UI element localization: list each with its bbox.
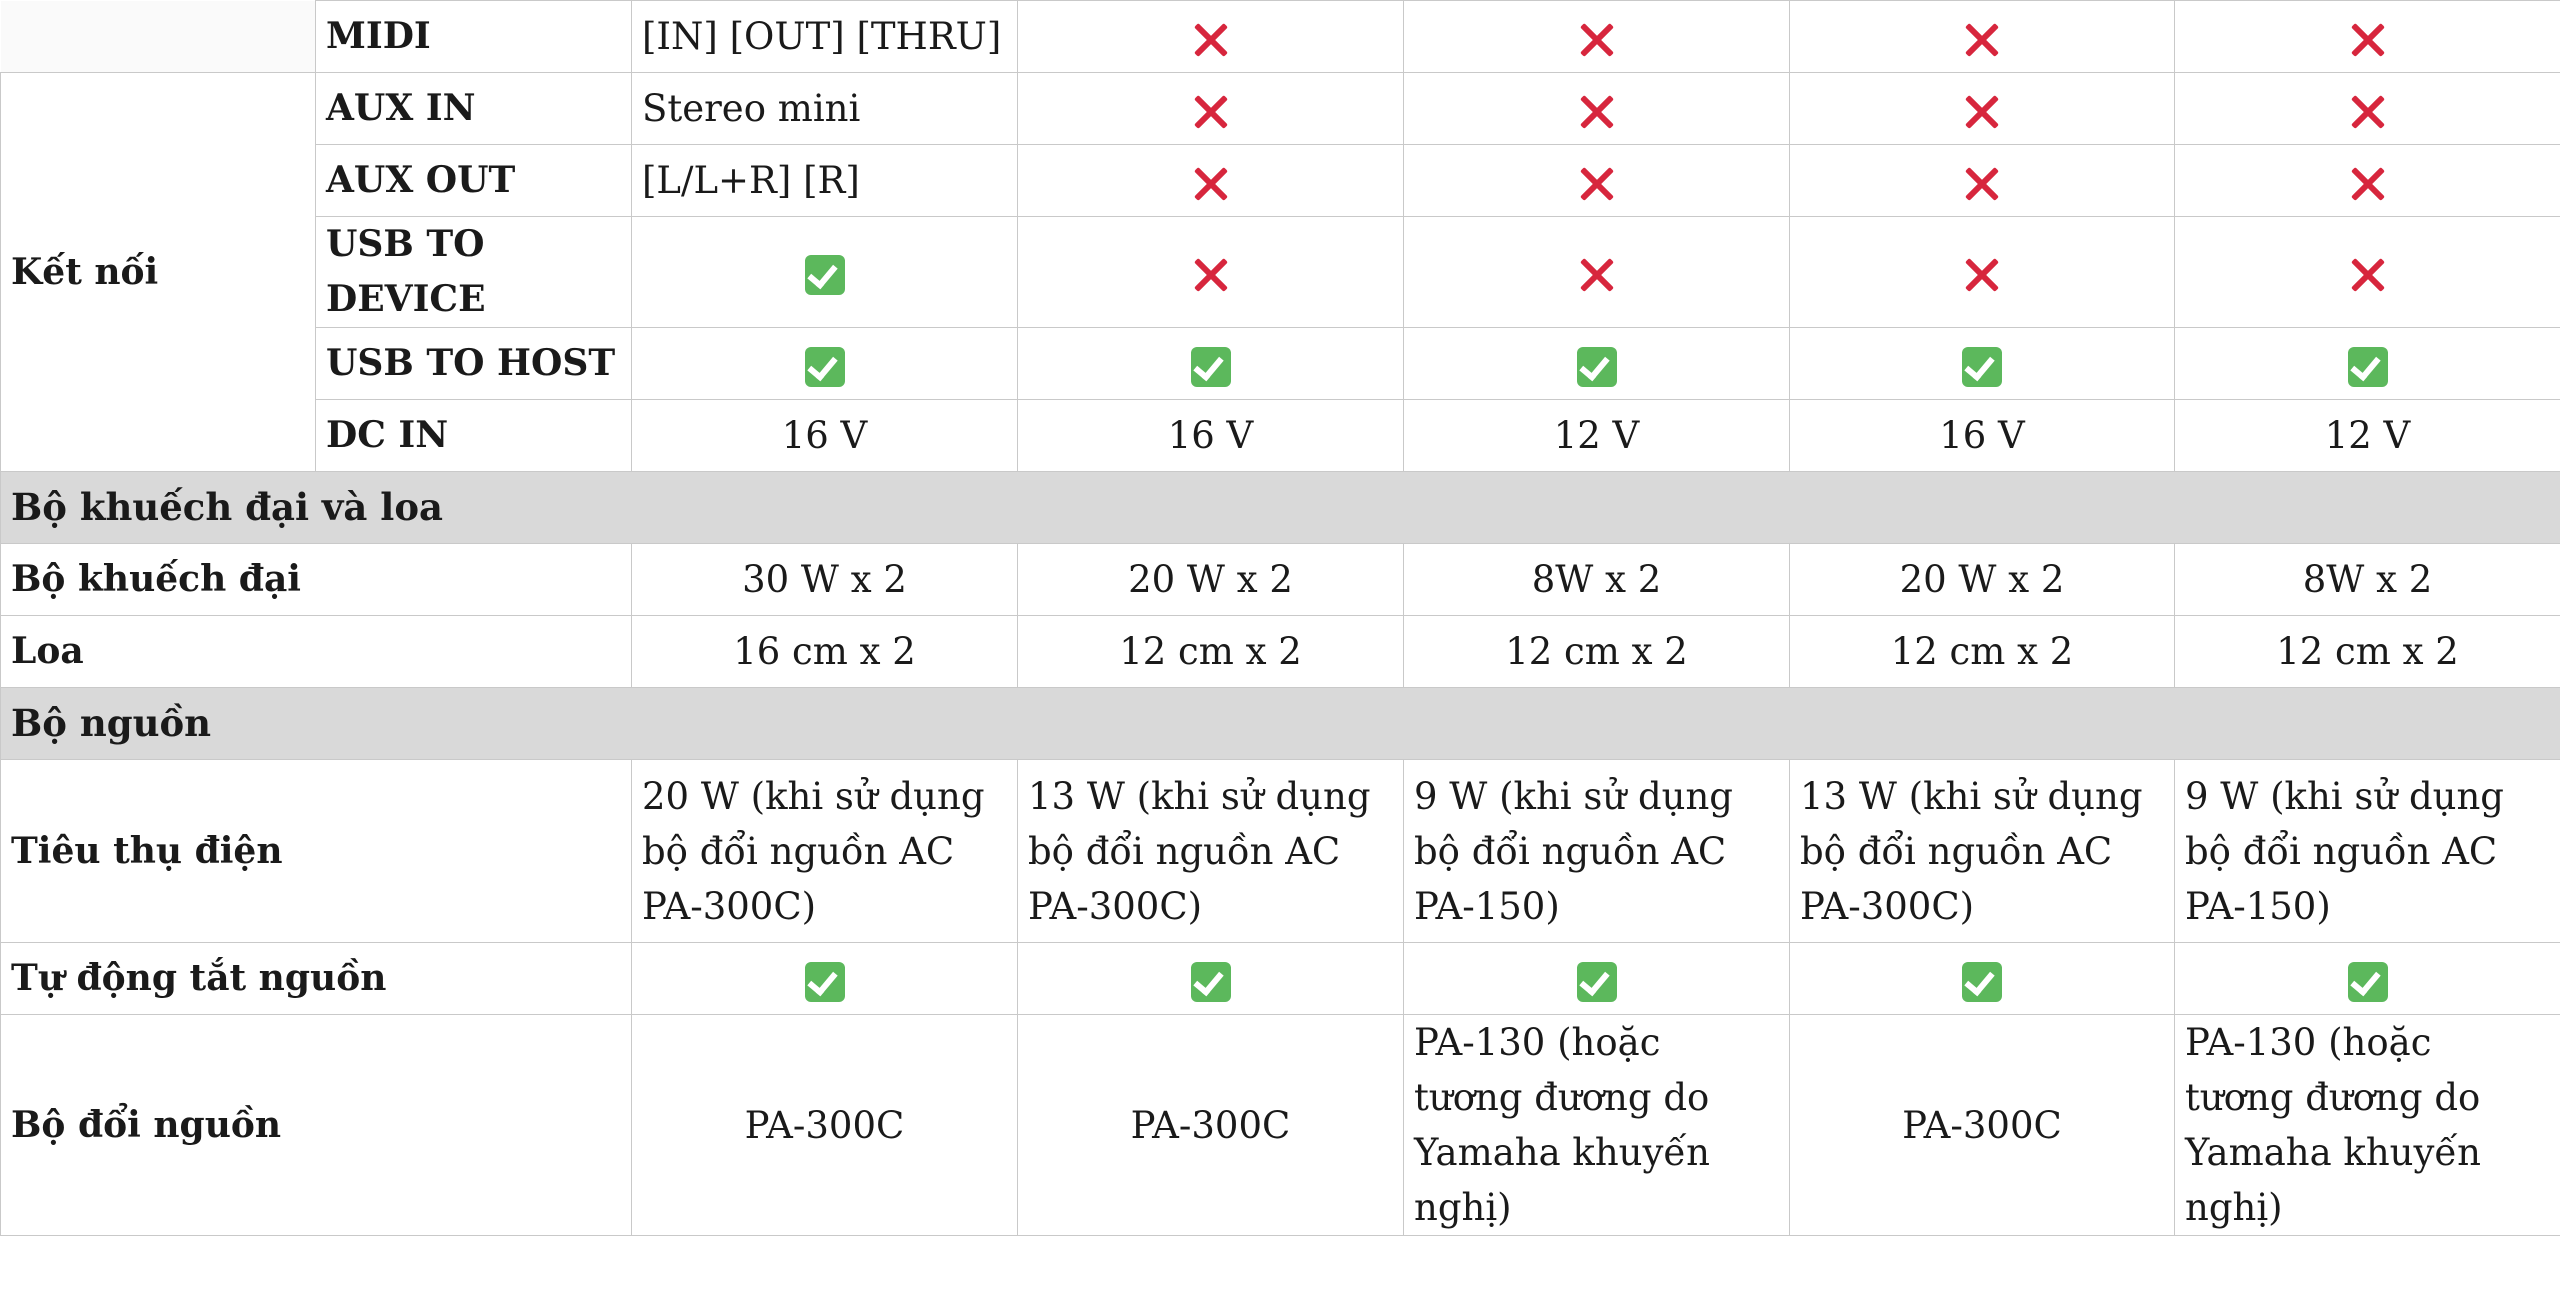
row-label: Bộ đổi nguồn bbox=[1, 1015, 632, 1236]
checkmark-icon bbox=[1577, 347, 1617, 387]
checkmark-icon bbox=[1191, 347, 1231, 387]
checkmark-icon bbox=[1191, 962, 1231, 1002]
cross-icon bbox=[2349, 93, 2387, 131]
cross-icon bbox=[1192, 165, 1230, 203]
value-cell: PA-300C bbox=[1018, 1015, 1404, 1236]
not-supported-cell bbox=[1018, 1, 1404, 73]
supported-cell bbox=[632, 328, 1018, 400]
table-row bbox=[1, 544, 2560, 616]
checkmark-icon bbox=[2348, 347, 2388, 387]
value-cell: 13 W (khi sử dụng bộ đổi nguồn AC PA-300C) bbox=[1790, 760, 2175, 943]
row-label: AUX OUT bbox=[316, 145, 632, 217]
value-cell: 16 cm x 2 bbox=[632, 616, 1018, 688]
supported-cell bbox=[632, 943, 1018, 1015]
table-row bbox=[1, 400, 2560, 472]
not-supported-cell bbox=[1404, 1, 1790, 73]
row-label: Bộ khuếch đại bbox=[1, 544, 632, 616]
row-label: MIDI bbox=[316, 1, 632, 73]
section-title: Bộ nguồn bbox=[1, 688, 2560, 760]
row-label: DC IN bbox=[316, 400, 632, 472]
supported-cell bbox=[632, 217, 1018, 328]
cross-icon bbox=[2349, 165, 2387, 203]
value-cell: 9 W (khi sử dụng bộ đổi nguồn AC PA-150) bbox=[2175, 760, 2560, 943]
not-supported-cell bbox=[2175, 1, 2560, 73]
cross-icon bbox=[2349, 256, 2387, 294]
value-cell: PA-130 (hoặc tương đương do Yamaha khuyến nghị) bbox=[1404, 1015, 1790, 1236]
not-supported-cell bbox=[1404, 217, 1790, 328]
cross-icon bbox=[1963, 21, 2001, 59]
value-cell: 9 W (khi sử dụng bộ đổi nguồn AC PA-150) bbox=[1404, 760, 1790, 943]
group-label-connections: Kết nối bbox=[1, 73, 316, 472]
table-row bbox=[1, 145, 2560, 217]
not-supported-cell bbox=[2175, 73, 2560, 145]
not-supported-cell bbox=[1790, 1, 2175, 73]
cross-icon bbox=[1963, 93, 2001, 131]
supported-cell bbox=[1404, 328, 1790, 400]
cross-icon bbox=[1192, 21, 1230, 59]
supported-cell bbox=[2175, 943, 2560, 1015]
table-row bbox=[1, 760, 2560, 943]
table-row bbox=[1, 217, 2560, 328]
value-cell: 8W x 2 bbox=[2175, 544, 2560, 616]
table-row bbox=[1, 616, 2560, 688]
row-label: USB TO HOST bbox=[316, 328, 632, 400]
supported-cell bbox=[1404, 943, 1790, 1015]
table-row bbox=[1, 328, 2560, 400]
value-cell: 12 cm x 2 bbox=[1404, 616, 1790, 688]
value-cell: 20 W (khi sử dụng bộ đổi nguồn AC PA-300C) bbox=[632, 760, 1018, 943]
not-supported-cell bbox=[1018, 145, 1404, 217]
supported-cell bbox=[1790, 328, 2175, 400]
value-cell: 16 V bbox=[632, 400, 1018, 472]
value-cell: [IN] [OUT] [THRU] bbox=[632, 1, 1018, 73]
checkmark-icon bbox=[805, 347, 845, 387]
supported-cell bbox=[1018, 328, 1404, 400]
value-cell: 12 cm x 2 bbox=[2175, 616, 2560, 688]
value-cell: 16 V bbox=[1790, 400, 2175, 472]
value-cell: 30 W x 2 bbox=[632, 544, 1018, 616]
table-row bbox=[1, 943, 2560, 1015]
not-supported-cell bbox=[1790, 73, 2175, 145]
supported-cell bbox=[2175, 328, 2560, 400]
cross-icon bbox=[1963, 256, 2001, 294]
value-cell: PA-300C bbox=[632, 1015, 1018, 1236]
value-cell: 12 V bbox=[1404, 400, 1790, 472]
checkmark-icon bbox=[1962, 347, 2002, 387]
checkmark-icon bbox=[1962, 962, 2002, 1002]
value-cell: 12 V bbox=[2175, 400, 2560, 472]
cross-icon bbox=[1192, 93, 1230, 131]
row-label: Loa bbox=[1, 616, 632, 688]
cross-icon bbox=[1963, 165, 2001, 203]
cross-icon bbox=[1578, 256, 1616, 294]
value-cell: 12 cm x 2 bbox=[1018, 616, 1404, 688]
cross-icon bbox=[1578, 165, 1616, 203]
value-cell: PA-300C bbox=[1790, 1015, 2175, 1236]
checkmark-icon bbox=[805, 962, 845, 1002]
row-label: Tiêu thụ điện bbox=[1, 760, 632, 943]
checkmark-icon bbox=[1577, 962, 1617, 1002]
not-supported-cell bbox=[1018, 73, 1404, 145]
cross-icon bbox=[1192, 256, 1230, 294]
table-row bbox=[1, 1015, 2560, 1236]
cross-icon bbox=[1578, 93, 1616, 131]
not-supported-cell bbox=[1018, 217, 1404, 328]
value-cell: 20 W x 2 bbox=[1018, 544, 1404, 616]
section-header-row bbox=[1, 472, 2560, 544]
not-supported-cell bbox=[1404, 73, 1790, 145]
checkmark-icon bbox=[2348, 962, 2388, 1002]
row-label: AUX IN bbox=[316, 73, 632, 145]
value-cell: Stereo mini bbox=[632, 73, 1018, 145]
checkmark-icon bbox=[805, 255, 845, 295]
value-cell: 16 V bbox=[1018, 400, 1404, 472]
not-supported-cell bbox=[1790, 217, 2175, 328]
value-cell: 12 cm x 2 bbox=[1790, 616, 2175, 688]
not-supported-cell bbox=[1404, 145, 1790, 217]
value-cell: [L/L+R] [R] bbox=[632, 145, 1018, 217]
row-label: Tự động tắt nguồn bbox=[1, 943, 632, 1015]
row-label: USB TO DEVICE bbox=[316, 217, 632, 328]
cross-icon bbox=[2349, 21, 2387, 59]
not-supported-cell bbox=[1790, 145, 2175, 217]
section-title: Bộ khuếch đại và loa bbox=[1, 472, 2560, 544]
table-row bbox=[1, 1, 2560, 73]
value-cell: 20 W x 2 bbox=[1790, 544, 2175, 616]
supported-cell bbox=[1790, 943, 2175, 1015]
not-supported-cell bbox=[2175, 145, 2560, 217]
supported-cell bbox=[1018, 943, 1404, 1015]
empty-corner-cell bbox=[1, 1, 316, 73]
value-cell: 8W x 2 bbox=[1404, 544, 1790, 616]
value-cell: PA-130 (hoặc tương đương do Yamaha khuyến nghị) bbox=[2175, 1015, 2560, 1236]
value-cell: 13 W (khi sử dụng bộ đổi nguồn AC PA-300C) bbox=[1018, 760, 1404, 943]
cross-icon bbox=[1578, 21, 1616, 59]
not-supported-cell bbox=[2175, 217, 2560, 328]
section-header-row bbox=[1, 688, 2560, 760]
table-row bbox=[1, 73, 2560, 145]
